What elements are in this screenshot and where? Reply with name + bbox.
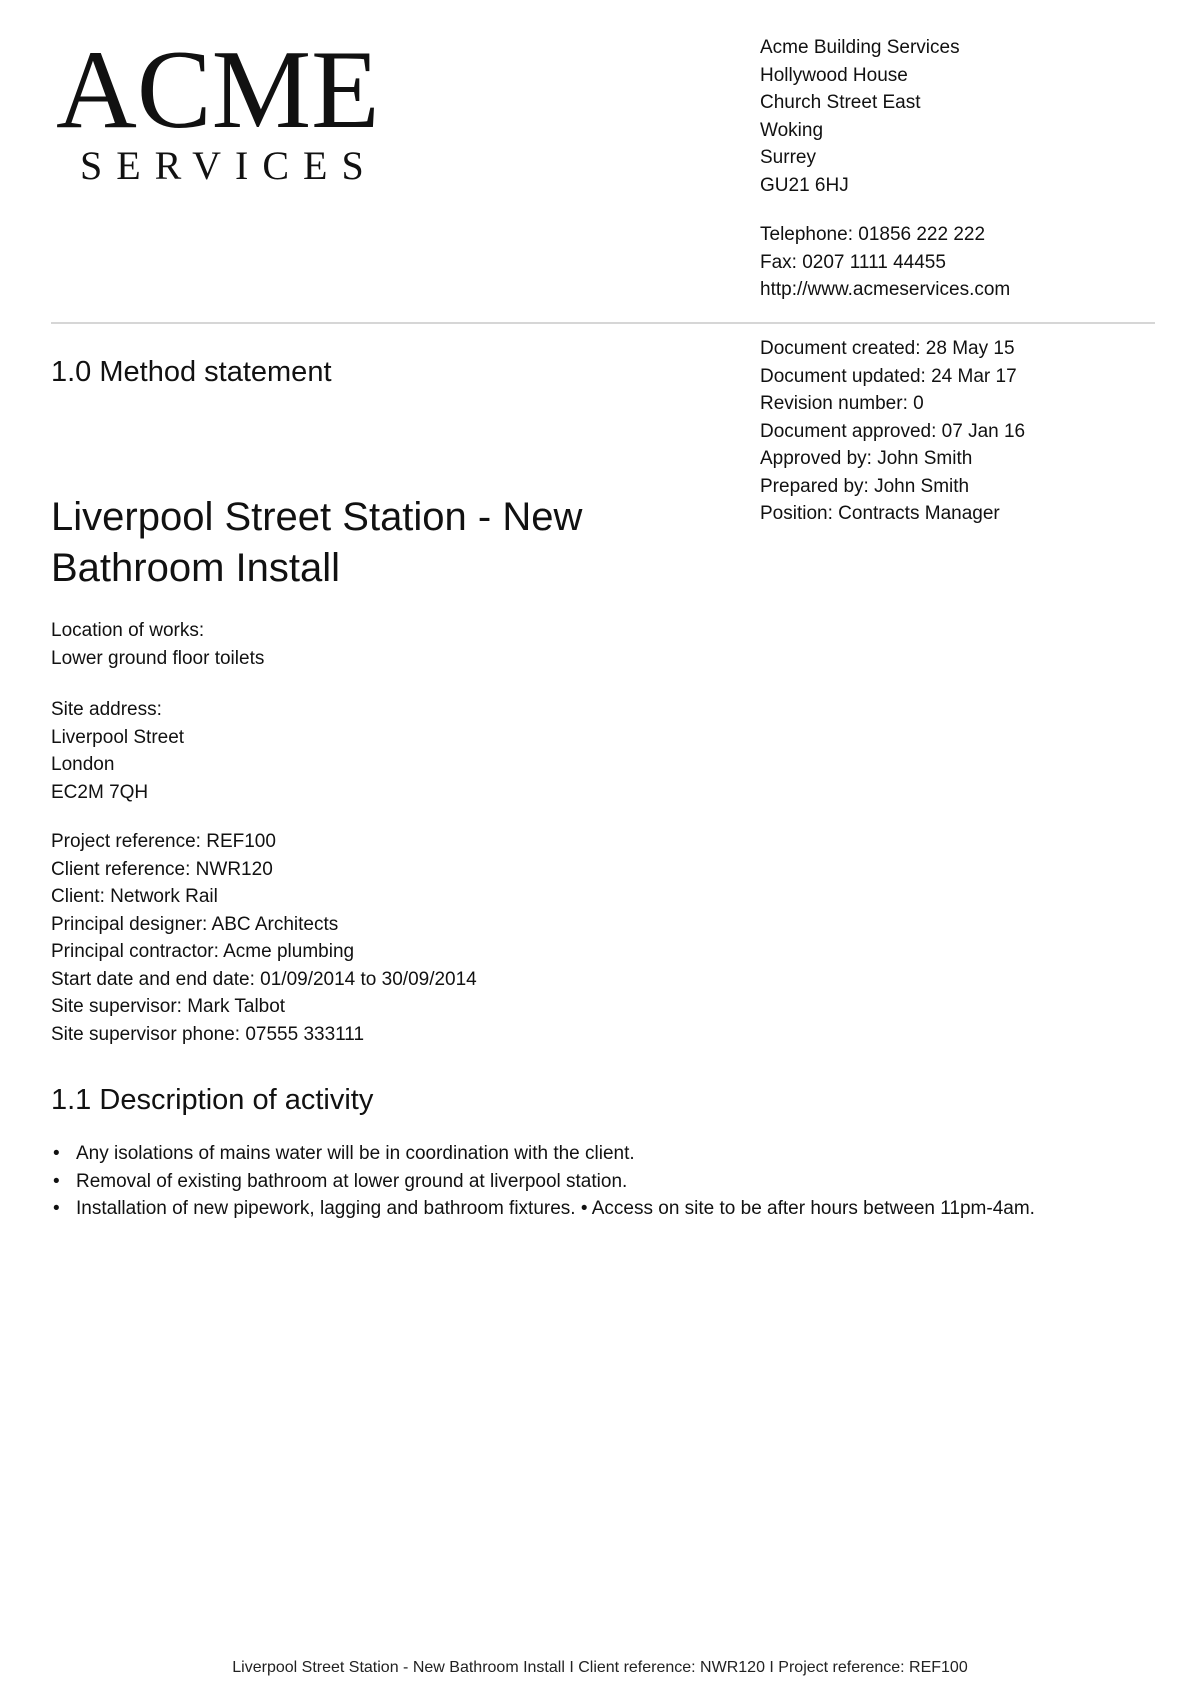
document-approved: Document approved: 07 Jan 16 <box>760 420 1026 442</box>
project-title: Liverpool Street Station - New Bathroom Install <box>51 495 583 590</box>
prepared-by: Prepared by: John Smith <box>760 475 970 497</box>
site-supervisor-phone: Site supervisor phone: 07555 333111 <box>51 1023 365 1045</box>
principal-designer: Principal designer: ABC Architects <box>51 913 339 935</box>
list-item-text: Any isolations of mains water will be in coordination with the client. <box>76 1143 635 1164</box>
start-end-date: Start date and end date: 01/09/2014 to 30/09/2014 <box>51 968 477 990</box>
page-footer: Liverpool Street Station - New Bathroom Install I Client reference: NWR120 I Project reference: REF100 <box>232 1659 968 1676</box>
location-of-works <box>51 617 751 672</box>
company-fax: Fax: 0207 1111 44455 <box>760 251 946 273</box>
company-telephone: Telephone: 01856 222 222 <box>760 224 986 245</box>
approved-by: Approved by: John Smith <box>760 448 973 469</box>
client-reference: Client reference: NWR120 <box>51 858 273 880</box>
list-item <box>51 1195 1161 1223</box>
bullet-icon: • <box>53 1170 60 1192</box>
section-title-method-statement: 1.0 Method statement <box>51 356 332 388</box>
document-updated: Document updated: 24 Mar 17 <box>760 365 1017 387</box>
header-divider <box>51 322 1155 324</box>
site-address <box>51 696 751 806</box>
acme-services-logo <box>56 28 426 194</box>
company-contact-block <box>760 34 1180 304</box>
list-item <box>51 1140 1161 1168</box>
logo-wordmark: ACME <box>56 28 380 152</box>
site-address-line: Liverpool Street <box>51 726 185 748</box>
location-value: Lower ground floor toilets <box>51 647 265 669</box>
address-line: Church Street East <box>760 92 921 113</box>
activity-list <box>51 1140 1161 1223</box>
spacer <box>760 199 1180 221</box>
revision-number: Revision number: 0 <box>760 393 924 414</box>
project-details <box>51 828 751 1048</box>
location-label: Location of works: <box>51 620 205 641</box>
site-address-line: London <box>51 754 115 775</box>
address-line: Hollywood House <box>760 64 908 86</box>
list-item <box>51 1168 1161 1196</box>
list-item-text: Removal of existing bathroom at lower ground at liverpool station. <box>76 1170 628 1192</box>
logo-subtitle: SERVICES <box>80 143 378 188</box>
bullet-icon: • <box>53 1198 60 1219</box>
site-address-label: Site address: <box>51 699 162 720</box>
position: Position: Contracts Manager <box>760 503 1000 524</box>
company-name: Acme Building Services <box>760 37 960 58</box>
principal-contractor: Principal contractor: Acme plumbing <box>51 941 355 962</box>
client: Client: Network Rail <box>51 886 218 907</box>
address-line: Surrey <box>760 147 816 168</box>
document-meta-block <box>760 335 1180 528</box>
project-reference: Project reference: REF100 <box>51 831 276 852</box>
site-address-postcode: EC2M 7QH <box>51 781 149 803</box>
site-supervisor: Site supervisor: Mark Talbot <box>51 996 286 1017</box>
company-website-link[interactable]: http://www.acmeservices.com <box>760 279 1011 300</box>
list-item-text: Installation of new pipework, lagging and bathroom fixtures. • Access on site to be after hours between 11pm-4am. <box>76 1198 1035 1219</box>
section-title-description-of-activity: 1.1 Description of activity <box>51 1084 374 1116</box>
document-created: Document created: 28 May 15 <box>760 338 1015 359</box>
bullet-icon: • <box>53 1143 60 1164</box>
address-postcode: GU21 6HJ <box>760 174 849 196</box>
address-line: Woking <box>760 119 824 141</box>
